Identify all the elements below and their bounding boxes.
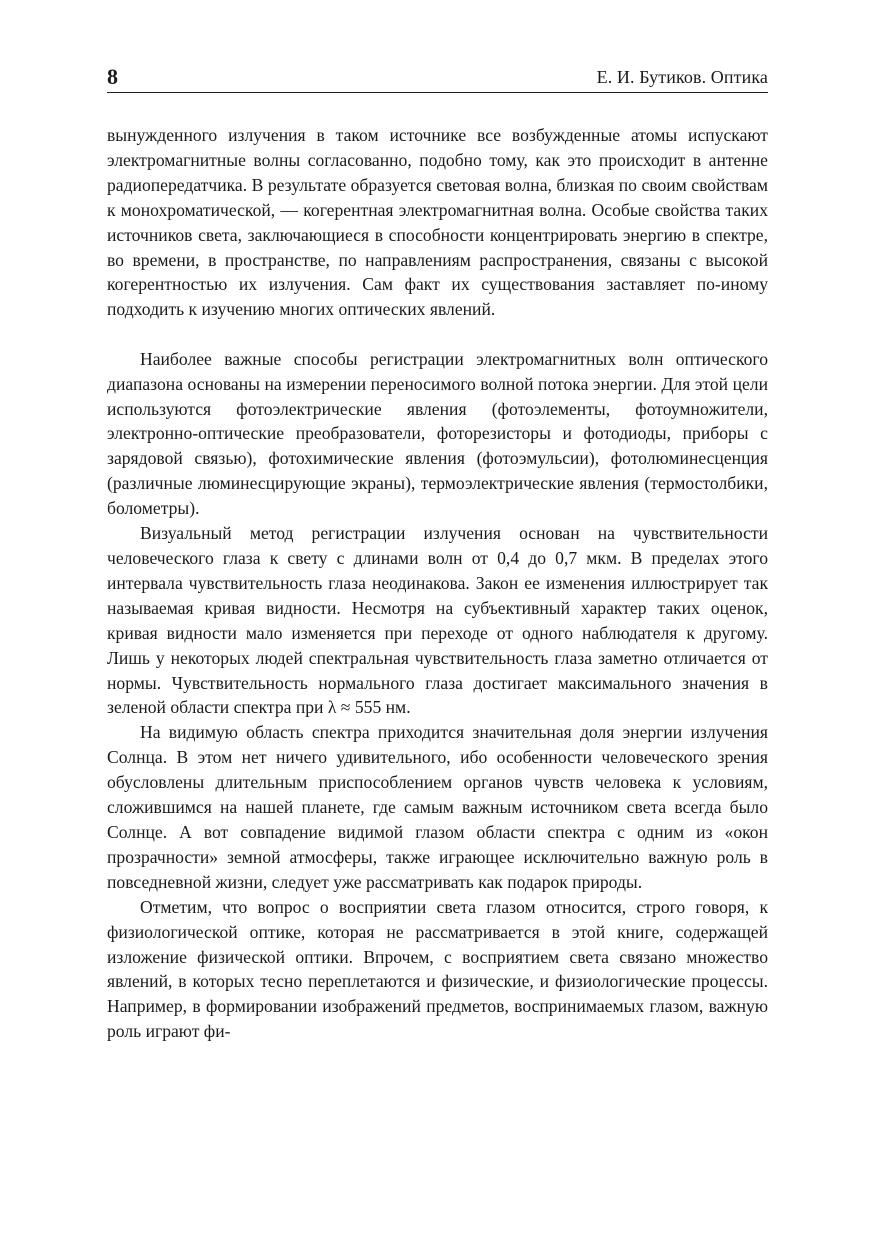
paragraph-visual-method: Визуальный метод регистрации излучения основан на чувствительности человеческого глаза к свету с длинами волн от 0,4 до 0,7 мкм. В пределах этого интервала чувствительность глаза неодинакова. Закон ее изменения иллюстрирует так называемая кривая видности. Несмотря на субъективный характер таких оценок, кривая видности мало изменяется при переходе от одного наблюдателя к другому. Лишь у некоторых людей спектральная чувствительность глаза заметно отличается от нормы. Чувствительность нормального глаза достигает максимального значения в зеленой области спектра при λ ≈ 555 нм.: [107, 523, 768, 718]
paragraph-registration-methods: Наиболее важные способы регистрации электромагнитных волн оптического диапазона основаны на измерении переносимого волной потока энергии. Для этой цели используются фотоэлектрические явления (фотоэлементы, фотоумножители, электронно-оптические преобразователи, фоторезисторы и фотодиоды, приборы с зарядовой связью), фотохимические явления (фотоэмульсии), фотолюминесценция (различные люминесцирующие экраны), термоэлектрические явления (термостолбики, болометры).: [107, 348, 768, 519]
book-title: Е. И. Бутиков. Оптика: [596, 67, 768, 87]
running-header: [107, 64, 768, 93]
paragraph-solar-spectrum: На видимую область спектра приходится значительная доля энергии излучения Солнца. В этом нет ничего удивительного, ибо особенности человеческого зрения обусловлены длительным приспособлением органов чувств человека к условиям, сложившимся на нашей планете, где самым важным источником света всегда было Солнце. А вот совпадение видимой глазом области спектра с одним из «окон прозрачности» земной атмосферы, также играющее исключительно важную роль в повседневной жизни, следует уже рассматривать как подарок природы.: [107, 722, 768, 892]
paragraph-physiological-optics: Отметим, что вопрос о восприятии света глазом относится, строго говоря, к физиологической оптике, которая не рассматривается в этой книге, содержащей изложение физической оптики. Впрочем, с восприятием света связано множество явлений, в которых тесно переплетаются и физические, и физиологические процессы. Например, в формировании изображений предметов, воспринимаемых глазом, важную роль играют фи-: [107, 896, 768, 1042]
document-page: [107, 0, 768, 1240]
paragraph-continuation: вынужденного излучения в таком источнике все возбужденные атомы испускают электромагнитные волны согласованно, подобно тому, как это происходит в антенне радиопередатчика. В результате образуется световая волна, близкая по своим свойствам к монохроматической, — когерентная электромагнитная волна. Особые свойства таких источников света, заключающиеся в способности концентрировать энергию в спектре, во времени, в пространстве, по направлениям распространения, связаны с высокой когерентностью их излучения. Сам факт их существования заставляет по-иному подходить к изучению многих оптических явлений.: [107, 125, 768, 320]
body-text: [107, 123, 768, 1044]
page-number: 8: [107, 64, 118, 89]
